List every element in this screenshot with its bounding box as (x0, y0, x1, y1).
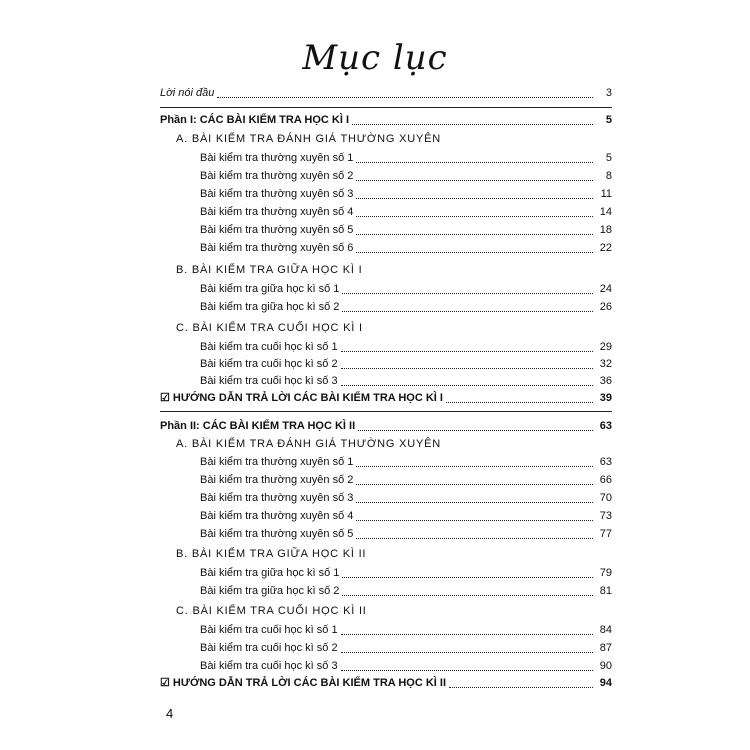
toc-section-label: A. BÀI KIỂM TRA ĐÁNH GIÁ THƯỜNG XUYÊN (176, 438, 442, 450)
toc-entry: Bài kiểm tra thường xuyên số 3 70 (200, 492, 612, 504)
toc-entry: Bài kiểm tra giữa học kì số 1 24 (200, 283, 612, 295)
dot-leader (341, 384, 593, 386)
toc-entry: Bài kiểm tra thường xuyên số 2 66 (200, 474, 612, 486)
toc-section-label: B. BÀI KIỂM TRA GIỮA HỌC KÌ I (176, 264, 363, 276)
toc-entry: Bài kiểm tra thường xuyên số 5 18 (200, 224, 612, 236)
toc-section-label: C. BÀI KIỂM TRA CUỐI HỌC KÌ II (176, 605, 367, 617)
dot-leader (356, 501, 593, 503)
dot-leader (356, 519, 593, 521)
toc-entry-preface: Lời nói đầu 3 (160, 87, 612, 99)
toc-section-label: A. BÀI KIỂM TRA ĐÁNH GIÁ THƯỜNG XUYÊN (176, 133, 442, 145)
divider (160, 411, 612, 412)
page-number: 4 (166, 706, 174, 721)
checkbox-icon: ☑ (160, 392, 170, 404)
toc-section-label: C. BÀI KIỂM TRA CUỐI HỌC KÌ I (176, 322, 363, 334)
toc-part-2-heading: Phần II: CÁC BÀI KIỂM TRA HỌC KÌ II 63 (160, 420, 612, 432)
dot-leader (342, 576, 593, 578)
dot-leader (356, 197, 593, 199)
toc-entry: Bài kiểm tra thường xuyên số 1 5 (200, 152, 612, 164)
dot-leader (341, 350, 593, 352)
dot-leader (342, 594, 593, 596)
dot-leader (342, 292, 593, 294)
dot-leader (356, 251, 593, 253)
dot-leader (446, 401, 593, 403)
toc-answers-part-1: ☑ HƯỚNG DẪN TRẢ LỜI CÁC BÀI KIỂM TRA HỌC KÌ I 39 (160, 392, 612, 404)
divider (160, 107, 612, 108)
dot-leader (356, 179, 593, 181)
toc-entry: Bài kiểm tra thường xuyên số 3 11 (200, 188, 612, 200)
dot-leader (449, 686, 593, 688)
page-title: Mục lục (302, 38, 448, 78)
toc-entry: Bài kiểm tra giữa học kì số 2 26 (200, 301, 612, 313)
dot-leader (342, 310, 593, 312)
toc-entry: Bài kiểm tra cuối học kì số 1 29 (200, 341, 612, 353)
dot-leader (341, 367, 593, 369)
toc-section-label: B. BÀI KIỂM TRA GIỮA HỌC KÌ II (176, 548, 367, 560)
dot-leader (341, 669, 593, 671)
toc-entry: Bài kiểm tra cuối học kì số 2 32 (200, 358, 612, 370)
dot-leader (356, 161, 593, 163)
dot-leader (356, 465, 593, 467)
toc-entry: Bài kiểm tra giữa học kì số 1 79 (200, 567, 612, 579)
toc-part-1-heading: Phần I: CÁC BÀI KIỂM TRA HỌC KÌ I 5 (160, 114, 612, 126)
dot-leader (356, 233, 593, 235)
dot-leader (358, 429, 593, 431)
toc-entry: Bài kiểm tra cuối học kì số 3 36 (200, 375, 612, 387)
toc-answers-part-2: ☑ HƯỚNG DẪN TRẢ LỜI CÁC BÀI KIỂM TRA HỌC KÌ II 94 (160, 677, 612, 689)
toc-entry: Bài kiểm tra thường xuyên số 4 14 (200, 206, 612, 218)
dot-leader (352, 123, 593, 125)
toc-entry: Bài kiểm tra thường xuyên số 6 22 (200, 242, 612, 254)
dot-leader (341, 633, 593, 635)
dot-leader (356, 537, 593, 539)
dot-leader (217, 96, 593, 98)
toc-entry: Bài kiểm tra cuối học kì số 2 87 (200, 642, 612, 654)
toc-entry: Bài kiểm tra thường xuyên số 5 77 (200, 528, 612, 540)
dot-leader (356, 215, 593, 217)
toc-entry: Bài kiểm tra thường xuyên số 2 8 (200, 170, 612, 182)
toc-entry: Bài kiểm tra thường xuyên số 4 73 (200, 510, 612, 522)
dot-leader (341, 651, 593, 653)
dot-leader (356, 483, 593, 485)
toc-entry: Bài kiểm tra cuối học kì số 3 90 (200, 660, 612, 672)
toc-entry: Bài kiểm tra giữa học kì số 2 81 (200, 585, 612, 597)
toc-entry: Bài kiểm tra thường xuyên số 1 63 (200, 456, 612, 468)
checkbox-icon: ☑ (160, 677, 170, 689)
toc-entry: Bài kiểm tra cuối học kì số 1 84 (200, 624, 612, 636)
